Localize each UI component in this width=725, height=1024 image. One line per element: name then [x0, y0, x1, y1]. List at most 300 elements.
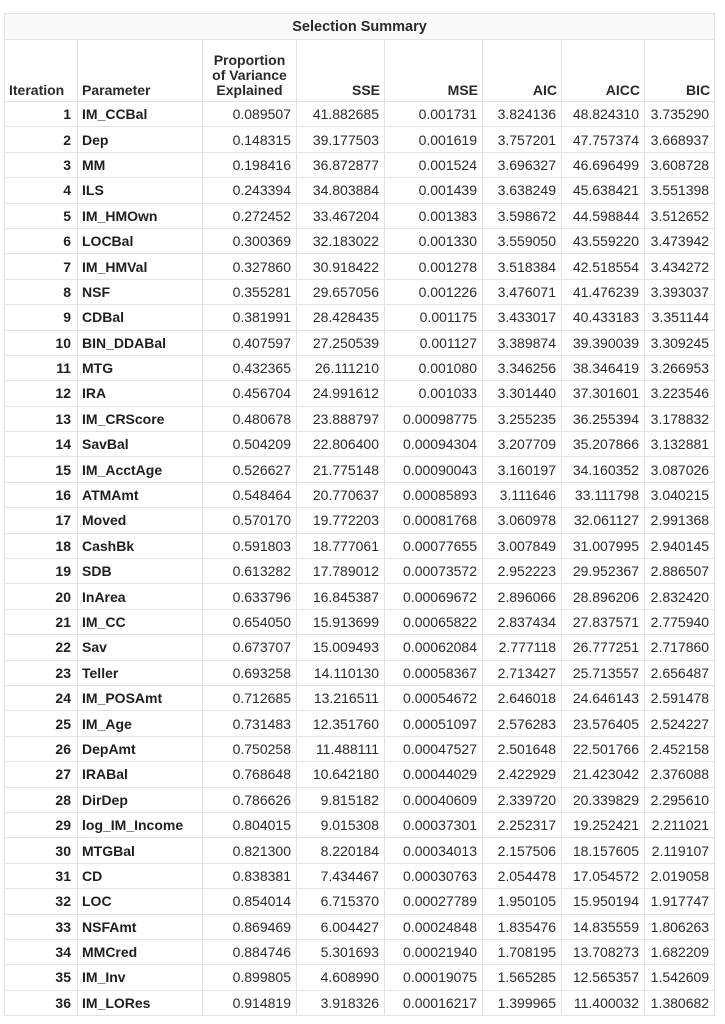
cell-aicc: 17.054572 [562, 863, 645, 888]
cell-mse: 0.001383 [385, 203, 483, 228]
cell-aic: 3.638249 [483, 178, 562, 203]
cell-prop-variance: 0.731483 [203, 711, 297, 736]
cell-prop-variance: 0.548464 [203, 482, 297, 507]
cell-mse: 0.001127 [385, 330, 483, 355]
cell-parameter: IM_CC [78, 609, 203, 634]
cell-prop-variance: 0.750258 [203, 736, 297, 761]
selection-summary-container [4, 13, 714, 1016]
cell-bic: 3.040215 [645, 482, 715, 507]
cell-prop-variance: 0.899805 [203, 965, 297, 990]
table-row [5, 711, 715, 736]
col-header-aicc: AICC [562, 40, 645, 102]
cell-aic: 3.007849 [483, 533, 562, 558]
cell-mse: 0.00069672 [385, 584, 483, 609]
cell-parameter: LOCBal [78, 228, 203, 253]
cell-prop-variance: 0.526627 [203, 457, 297, 482]
cell-sse: 27.250539 [297, 330, 385, 355]
cell-bic: 3.351144 [645, 305, 715, 330]
cell-sse: 24.991612 [297, 381, 385, 406]
cell-aic: 1.835476 [483, 914, 562, 939]
cell-iteration: 36 [5, 990, 78, 1015]
cell-bic: 3.087026 [645, 457, 715, 482]
cell-prop-variance: 0.504209 [203, 432, 297, 457]
cell-parameter: IM_LORes [78, 990, 203, 1015]
cell-bic: 1.682209 [645, 939, 715, 964]
cell-mse: 0.00024848 [385, 914, 483, 939]
cell-parameter: InArea [78, 584, 203, 609]
cell-sse: 20.770637 [297, 482, 385, 507]
cell-parameter: IM_CRScore [78, 406, 203, 431]
cell-sse: 28.428435 [297, 305, 385, 330]
cell-parameter: DepAmt [78, 736, 203, 761]
cell-bic: 2.019058 [645, 863, 715, 888]
cell-prop-variance: 0.300369 [203, 228, 297, 253]
cell-parameter: Sav [78, 635, 203, 660]
table-row [5, 102, 715, 127]
cell-sse: 11.488111 [297, 736, 385, 761]
cell-aic: 3.111646 [483, 482, 562, 507]
table-row [5, 660, 715, 685]
cell-aicc: 24.646143 [562, 685, 645, 710]
cell-aicc: 18.157605 [562, 838, 645, 863]
cell-parameter: BIN_DDABal [78, 330, 203, 355]
cell-aicc: 12.565357 [562, 965, 645, 990]
cell-mse: 0.001330 [385, 228, 483, 253]
cell-bic: 3.266953 [645, 355, 715, 380]
table-row [5, 584, 715, 609]
cell-iteration: 19 [5, 559, 78, 584]
cell-sse: 15.913699 [297, 609, 385, 634]
table-row [5, 787, 715, 812]
cell-mse: 0.001033 [385, 381, 483, 406]
cell-sse: 15.009493 [297, 635, 385, 660]
cell-aic: 3.060978 [483, 508, 562, 533]
cell-iteration: 15 [5, 457, 78, 482]
table-row [5, 635, 715, 660]
cell-aic: 3.518384 [483, 254, 562, 279]
table-row [5, 254, 715, 279]
cell-sse: 41.882685 [297, 102, 385, 127]
col-header-prop-line-2: of Variance [212, 67, 287, 83]
cell-iteration: 26 [5, 736, 78, 761]
cell-bic: 3.512652 [645, 203, 715, 228]
cell-parameter: IM_Inv [78, 965, 203, 990]
cell-sse: 6.715370 [297, 889, 385, 914]
cell-bic: 3.132881 [645, 432, 715, 457]
cell-mse: 0.00044029 [385, 762, 483, 787]
cell-bic: 1.380682 [645, 990, 715, 1015]
cell-prop-variance: 0.854014 [203, 889, 297, 914]
cell-aicc: 36.255394 [562, 406, 645, 431]
cell-mse: 0.00016217 [385, 990, 483, 1015]
cell-aicc: 34.160352 [562, 457, 645, 482]
cell-aic: 2.952223 [483, 559, 562, 584]
cell-bic: 2.832420 [645, 584, 715, 609]
cell-bic: 3.434272 [645, 254, 715, 279]
cell-prop-variance: 0.570170 [203, 508, 297, 533]
col-header-prop-line-1: Proportion [213, 52, 286, 68]
cell-aicc: 19.252421 [562, 812, 645, 837]
cell-sse: 23.888797 [297, 406, 385, 431]
cell-prop-variance: 0.198416 [203, 152, 297, 177]
cell-bic: 3.608728 [645, 152, 715, 177]
cell-iteration: 18 [5, 533, 78, 558]
cell-bic: 3.393037 [645, 279, 715, 304]
cell-prop-variance: 0.243394 [203, 178, 297, 203]
cell-mse: 0.00040609 [385, 787, 483, 812]
cell-iteration: 2 [5, 127, 78, 152]
cell-bic: 2.656487 [645, 660, 715, 685]
col-header-prop-line-3: Explained [216, 82, 283, 98]
cell-aicc: 27.837571 [562, 609, 645, 634]
cell-sse: 34.803884 [297, 178, 385, 203]
cell-sse: 9.015308 [297, 812, 385, 837]
cell-bic: 3.309245 [645, 330, 715, 355]
cell-mse: 0.001080 [385, 355, 483, 380]
cell-iteration: 10 [5, 330, 78, 355]
cell-parameter: Moved [78, 508, 203, 533]
cell-parameter: log_IM_Income [78, 812, 203, 837]
cell-parameter: CashBk [78, 533, 203, 558]
cell-parameter: IM_AcctAge [78, 457, 203, 482]
cell-bic: 2.940145 [645, 533, 715, 558]
cell-parameter: SDB [78, 559, 203, 584]
cell-sse: 13.216511 [297, 685, 385, 710]
cell-iteration: 29 [5, 812, 78, 837]
cell-iteration: 1 [5, 102, 78, 127]
cell-aic: 3.301440 [483, 381, 562, 406]
cell-bic: 2.211021 [645, 812, 715, 837]
cell-sse: 10.642180 [297, 762, 385, 787]
cell-mse: 0.001439 [385, 178, 483, 203]
cell-iteration: 21 [5, 609, 78, 634]
cell-prop-variance: 0.712685 [203, 685, 297, 710]
cell-mse: 0.001731 [385, 102, 483, 127]
cell-prop-variance: 0.381991 [203, 305, 297, 330]
cell-sse: 3.918326 [297, 990, 385, 1015]
cell-prop-variance: 0.786626 [203, 787, 297, 812]
cell-iteration: 28 [5, 787, 78, 812]
cell-iteration: 27 [5, 762, 78, 787]
table-row [5, 457, 715, 482]
cell-bic: 2.295610 [645, 787, 715, 812]
cell-prop-variance: 0.591803 [203, 533, 297, 558]
table-body [5, 102, 715, 1016]
cell-aic: 2.422929 [483, 762, 562, 787]
cell-aic: 3.559050 [483, 228, 562, 253]
cell-parameter: SavBal [78, 432, 203, 457]
col-header-aic: AIC [483, 40, 562, 102]
cell-sse: 33.467204 [297, 203, 385, 228]
cell-prop-variance: 0.407597 [203, 330, 297, 355]
cell-iteration: 8 [5, 279, 78, 304]
cell-aic: 3.433017 [483, 305, 562, 330]
cell-iteration: 16 [5, 482, 78, 507]
cell-aic: 1.708195 [483, 939, 562, 964]
cell-parameter: Teller [78, 660, 203, 685]
table-title: Selection Summary [5, 14, 715, 40]
cell-sse: 39.177503 [297, 127, 385, 152]
table-row [5, 355, 715, 380]
cell-aicc: 44.598844 [562, 203, 645, 228]
cell-aicc: 11.400032 [562, 990, 645, 1015]
cell-aicc: 43.559220 [562, 228, 645, 253]
cell-aicc: 35.207866 [562, 432, 645, 457]
cell-prop-variance: 0.456704 [203, 381, 297, 406]
cell-bic: 2.376088 [645, 762, 715, 787]
cell-bic: 2.717860 [645, 635, 715, 660]
col-header-mse: MSE [385, 40, 483, 102]
table-row [5, 889, 715, 914]
cell-aic: 2.713427 [483, 660, 562, 685]
cell-mse: 0.00098775 [385, 406, 483, 431]
cell-aic: 3.255235 [483, 406, 562, 431]
cell-parameter: MM [78, 152, 203, 177]
cell-prop-variance: 0.838381 [203, 863, 297, 888]
cell-aicc: 32.061127 [562, 508, 645, 533]
cell-sse: 32.183022 [297, 228, 385, 253]
cell-aicc: 23.576405 [562, 711, 645, 736]
cell-iteration: 4 [5, 178, 78, 203]
cell-aicc: 41.476239 [562, 279, 645, 304]
cell-bic: 3.551398 [645, 178, 715, 203]
cell-aicc: 13.708273 [562, 939, 645, 964]
table-row [5, 228, 715, 253]
cell-mse: 0.00090043 [385, 457, 483, 482]
cell-parameter: CD [78, 863, 203, 888]
cell-mse: 0.00027789 [385, 889, 483, 914]
cell-aicc: 46.696499 [562, 152, 645, 177]
cell-prop-variance: 0.327860 [203, 254, 297, 279]
cell-sse: 5.301693 [297, 939, 385, 964]
cell-parameter: IM_POSAmt [78, 685, 203, 710]
cell-prop-variance: 0.869469 [203, 914, 297, 939]
cell-mse: 0.00081768 [385, 508, 483, 533]
table-row [5, 381, 715, 406]
cell-aic: 2.252317 [483, 812, 562, 837]
cell-prop-variance: 0.673707 [203, 635, 297, 660]
table-row [5, 152, 715, 177]
cell-mse: 0.00058367 [385, 660, 483, 685]
cell-sse: 26.111210 [297, 355, 385, 380]
table-row [5, 736, 715, 761]
cell-aicc: 42.518554 [562, 254, 645, 279]
table-row [5, 508, 715, 533]
cell-bic: 2.775940 [645, 609, 715, 634]
table-row [5, 432, 715, 457]
cell-bic: 2.119107 [645, 838, 715, 863]
cell-mse: 0.001524 [385, 152, 483, 177]
cell-parameter: DirDep [78, 787, 203, 812]
table-row [5, 939, 715, 964]
cell-parameter: MMCred [78, 939, 203, 964]
cell-aic: 2.576283 [483, 711, 562, 736]
cell-parameter: NSFAmt [78, 914, 203, 939]
cell-aic: 3.598672 [483, 203, 562, 228]
cell-prop-variance: 0.633796 [203, 584, 297, 609]
cell-aic: 3.757201 [483, 127, 562, 152]
cell-aic: 2.896066 [483, 584, 562, 609]
cell-aicc: 38.346419 [562, 355, 645, 380]
cell-bic: 2.991368 [645, 508, 715, 533]
table-row [5, 305, 715, 330]
cell-iteration: 33 [5, 914, 78, 939]
cell-prop-variance: 0.654050 [203, 609, 297, 634]
cell-aic: 3.824136 [483, 102, 562, 127]
cell-parameter: Dep [78, 127, 203, 152]
cell-iteration: 11 [5, 355, 78, 380]
cell-parameter: IRA [78, 381, 203, 406]
cell-iteration: 32 [5, 889, 78, 914]
cell-prop-variance: 0.914819 [203, 990, 297, 1015]
col-header-bic: BIC [645, 40, 715, 102]
cell-aic: 3.476071 [483, 279, 562, 304]
table-row [5, 533, 715, 558]
cell-parameter: IM_Age [78, 711, 203, 736]
cell-iteration: 9 [5, 305, 78, 330]
col-header-iteration: Iteration [5, 40, 78, 102]
cell-sse: 12.351760 [297, 711, 385, 736]
cell-bic: 3.735290 [645, 102, 715, 127]
cell-aic: 3.346256 [483, 355, 562, 380]
table-row [5, 685, 715, 710]
cell-aicc: 25.713557 [562, 660, 645, 685]
cell-prop-variance: 0.613282 [203, 559, 297, 584]
cell-aic: 1.950105 [483, 889, 562, 914]
cell-parameter: IM_HMOwn [78, 203, 203, 228]
cell-iteration: 34 [5, 939, 78, 964]
cell-aic: 2.054478 [483, 863, 562, 888]
cell-sse: 30.918422 [297, 254, 385, 279]
cell-bic: 1.917747 [645, 889, 715, 914]
cell-aic: 3.207709 [483, 432, 562, 457]
cell-mse: 0.001278 [385, 254, 483, 279]
cell-prop-variance: 0.148315 [203, 127, 297, 152]
table-row [5, 559, 715, 584]
cell-iteration: 20 [5, 584, 78, 609]
cell-iteration: 6 [5, 228, 78, 253]
cell-aicc: 29.952367 [562, 559, 645, 584]
cell-iteration: 22 [5, 635, 78, 660]
cell-aicc: 22.501766 [562, 736, 645, 761]
cell-parameter: IM_HMVal [78, 254, 203, 279]
cell-iteration: 17 [5, 508, 78, 533]
cell-prop-variance: 0.804015 [203, 812, 297, 837]
cell-bic: 3.668937 [645, 127, 715, 152]
table-row [5, 863, 715, 888]
cell-aicc: 21.423042 [562, 762, 645, 787]
cell-aicc: 33.111798 [562, 482, 645, 507]
cell-mse: 0.00047527 [385, 736, 483, 761]
table-row [5, 406, 715, 431]
cell-sse: 29.657056 [297, 279, 385, 304]
cell-mse: 0.00019075 [385, 965, 483, 990]
cell-parameter: ILS [78, 178, 203, 203]
cell-bic: 2.524227 [645, 711, 715, 736]
cell-sse: 9.815182 [297, 787, 385, 812]
cell-parameter: CDBal [78, 305, 203, 330]
cell-parameter: MTGBal [78, 838, 203, 863]
cell-sse: 16.845387 [297, 584, 385, 609]
cell-aicc: 47.757374 [562, 127, 645, 152]
cell-prop-variance: 0.089507 [203, 102, 297, 127]
cell-iteration: 35 [5, 965, 78, 990]
cell-mse: 0.00021940 [385, 939, 483, 964]
cell-sse: 36.872877 [297, 152, 385, 177]
cell-mse: 0.00062084 [385, 635, 483, 660]
cell-iteration: 31 [5, 863, 78, 888]
cell-mse: 0.00085893 [385, 482, 483, 507]
cell-sse: 22.806400 [297, 432, 385, 457]
cell-prop-variance: 0.768648 [203, 762, 297, 787]
cell-aic: 2.777118 [483, 635, 562, 660]
cell-mse: 0.00077655 [385, 533, 483, 558]
table-row [5, 330, 715, 355]
cell-iteration: 30 [5, 838, 78, 863]
cell-parameter: LOC [78, 889, 203, 914]
cell-bic: 1.806263 [645, 914, 715, 939]
cell-bic: 2.886507 [645, 559, 715, 584]
table-row [5, 838, 715, 863]
cell-aic: 2.157506 [483, 838, 562, 863]
cell-sse: 17.789012 [297, 559, 385, 584]
cell-parameter: IRABal [78, 762, 203, 787]
cell-iteration: 25 [5, 711, 78, 736]
cell-mse: 0.00037301 [385, 812, 483, 837]
cell-sse: 21.775148 [297, 457, 385, 482]
table-row [5, 609, 715, 634]
table-row [5, 762, 715, 787]
cell-bic: 3.223546 [645, 381, 715, 406]
cell-aicc: 40.433183 [562, 305, 645, 330]
cell-iteration: 5 [5, 203, 78, 228]
cell-aic: 3.160197 [483, 457, 562, 482]
cell-prop-variance: 0.693258 [203, 660, 297, 685]
cell-sse: 6.004427 [297, 914, 385, 939]
cell-aic: 2.339720 [483, 787, 562, 812]
cell-bic: 2.591478 [645, 685, 715, 710]
col-header-sse: SSE [297, 40, 385, 102]
cell-prop-variance: 0.480678 [203, 406, 297, 431]
cell-iteration: 7 [5, 254, 78, 279]
cell-aicc: 48.824310 [562, 102, 645, 127]
cell-mse: 0.001175 [385, 305, 483, 330]
cell-iteration: 24 [5, 685, 78, 710]
cell-aic: 2.837434 [483, 609, 562, 634]
cell-parameter: IM_CCBal [78, 102, 203, 127]
cell-prop-variance: 0.355281 [203, 279, 297, 304]
cell-aicc: 20.339829 [562, 787, 645, 812]
cell-aicc: 28.896206 [562, 584, 645, 609]
table-row [5, 965, 715, 990]
cell-prop-variance: 0.432365 [203, 355, 297, 380]
cell-mse: 0.00051097 [385, 711, 483, 736]
cell-aic: 3.389874 [483, 330, 562, 355]
cell-mse: 0.00073572 [385, 559, 483, 584]
cell-iteration: 14 [5, 432, 78, 457]
cell-aicc: 45.638421 [562, 178, 645, 203]
table-row [5, 482, 715, 507]
cell-mse: 0.001226 [385, 279, 483, 304]
cell-sse: 18.777061 [297, 533, 385, 558]
cell-parameter: MTG [78, 355, 203, 380]
cell-aicc: 15.950194 [562, 889, 645, 914]
cell-bic: 3.473942 [645, 228, 715, 253]
cell-aic: 1.399965 [483, 990, 562, 1015]
cell-parameter: ATMAmt [78, 482, 203, 507]
cell-aicc: 14.835559 [562, 914, 645, 939]
cell-aicc: 37.301601 [562, 381, 645, 406]
